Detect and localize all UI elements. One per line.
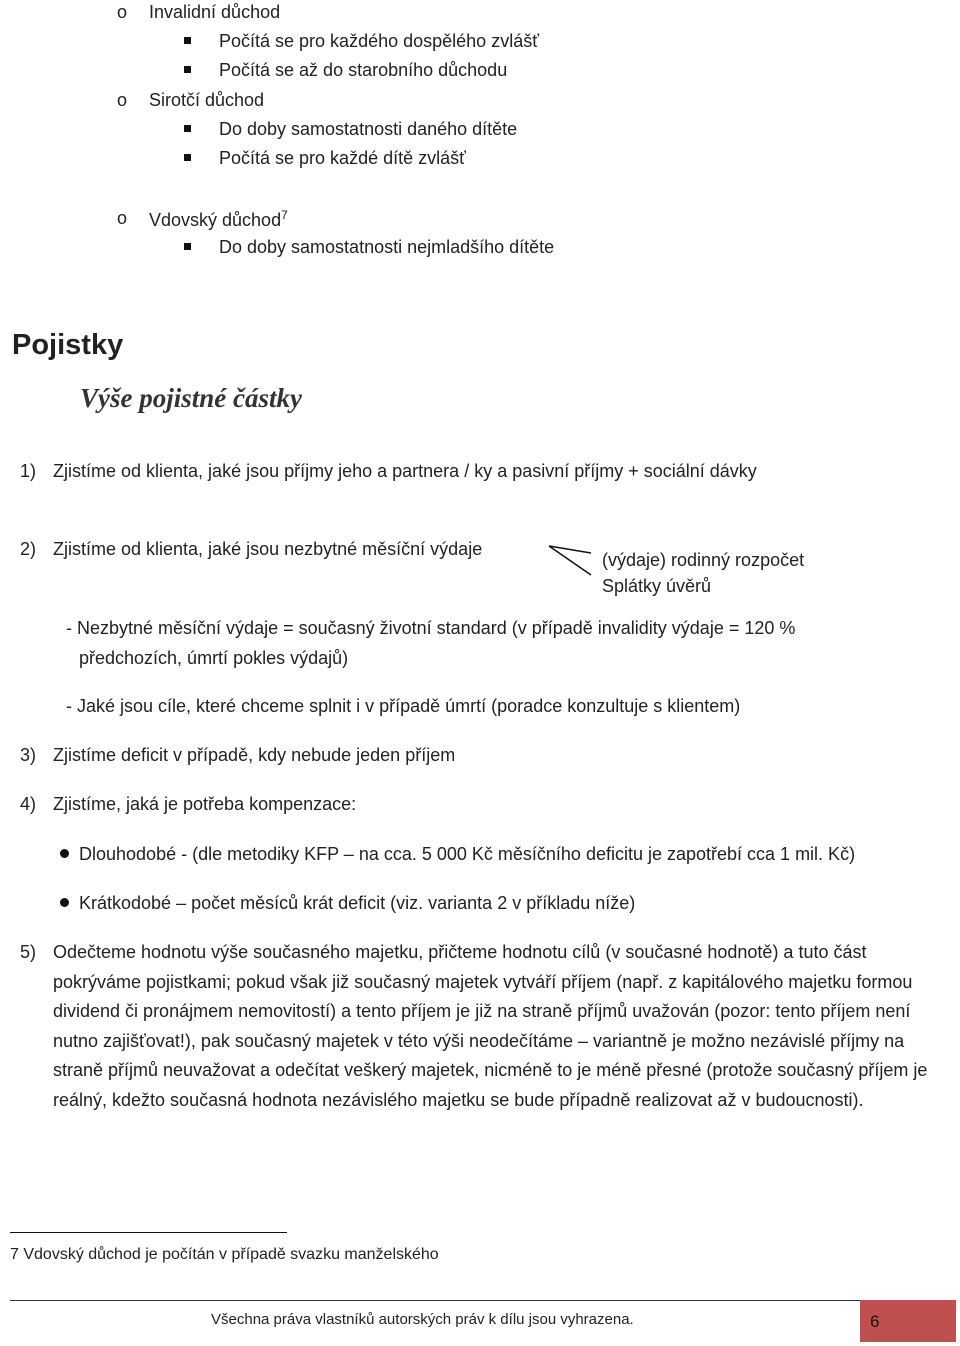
step-number: 1) (20, 461, 37, 481)
sub-item: Do doby samostatnosti daného dítěte (219, 119, 518, 139)
bullet-short-term: Krátkodobé – počet měsíců krát deficit (viz. varianta 2 v příkladu níže) (79, 893, 636, 913)
dash-item-expenses: - Nezbytné měsíční výdaje = současný životní standard (v případě invalidity výdaje = 120 % (66, 618, 796, 638)
page-number: 6 (870, 1312, 880, 1331)
footnote-text: 7 Vdovský důchod je počítán v případě svazku manželského (10, 1246, 439, 1263)
list-marker: o (117, 208, 128, 228)
step-5-text: Odečteme hodnotu výše současného majetku, přičteme hodnotu cílů (v současné hodnotě) a tuto část pokrýváme pojistkami; pokud však již současný majetek vytváří příjem (např. z kapitálového majetku formou dividend či pronájmem nemovitostí) a tento příjem je již na straně příjmů uvažován (pozor: tento příjem není nutno zajišťovat!), pak současný majetek v této výši neodečítáme – variantně je možno nezávislé příjmy na straně příjmů neuvažovat a odečítat veškerý majetek, nicméně to je méně přesné (protože současný příjem je reálný, kdežto současná hodnota nezávislého majetku se bude případně realizovat až v budoucnosti). (53, 942, 928, 1110)
step-4-text: Zjistíme, jaká je potřeba kompenzace: (53, 794, 357, 814)
footer-divider (10, 1300, 860, 1301)
sub-item: Do doby samostatnosti nejmladšího dítěte (219, 237, 555, 257)
sub-item: Počítá se pro každé dítě zvlášť (219, 148, 466, 168)
section-subheading: Výše pojistné částky (80, 383, 302, 413)
sub-item: Počítá se až do starobního důchodu (219, 60, 508, 80)
list-marker: o (117, 2, 128, 22)
square-bullet-icon (184, 66, 191, 73)
step-2-text: Zjistíme od klienta, jaké jsou nezbytné měsíční výdaje (53, 539, 483, 559)
step-number: 2) (20, 539, 37, 559)
step-3-text: Zjistíme deficit v případě, kdy nebude jeden příjem (53, 745, 456, 765)
list-item-orphan-pension: Sirotčí důchod (149, 90, 265, 110)
footnote-divider (10, 1232, 287, 1233)
list-item-widow-pension: Vdovský důchod$^7$ (149, 208, 288, 230)
bullet-icon (60, 898, 69, 907)
dash-item-expenses-cont: předchozích, úmrtí pokles výdajů) (79, 648, 349, 668)
step-1-text: Zjistíme od klienta, jaké jsou příjmy jeho a partnera / ky a pasivní příjmy + sociální dávky (53, 461, 757, 481)
bullet-long-term: Dlouhodobé - (dle metodiky KFP – na cca. 5 000 Kč měsíčního deficitu je zapotřebí cca 1 mil. Kč) (79, 844, 856, 864)
branch-label-budget: (výdaje) rodinný rozpočet (602, 550, 805, 570)
step-number: 5) (20, 942, 37, 962)
footnote-ref: 7 (281, 208, 288, 222)
branch-label-loans: Splátky úvěrů (602, 576, 712, 596)
list-item-invalid-pension: Invalidní důchod (149, 2, 281, 22)
bullet-icon (60, 849, 69, 858)
dash-item-goals: - Jaké jsou cíle, které chceme splnit i v případě úmrtí (poradce konzultuje s klientem) (66, 696, 741, 716)
square-bullet-icon (184, 243, 191, 250)
square-bullet-icon (184, 125, 191, 132)
step-number: 3) (20, 745, 37, 765)
branch-lines-icon (545, 540, 595, 580)
footer-copyright: Všechna práva vlastníků autorských práv k dílu jsou vyhrazena. (211, 1311, 634, 1328)
section-heading: Pojistky (12, 329, 124, 361)
sub-item: Počítá se pro každého dospělého zvlášť (219, 31, 539, 51)
step-number: 4) (20, 794, 37, 814)
list-marker: o (117, 90, 128, 110)
square-bullet-icon (184, 37, 191, 44)
square-bullet-icon (184, 154, 191, 161)
